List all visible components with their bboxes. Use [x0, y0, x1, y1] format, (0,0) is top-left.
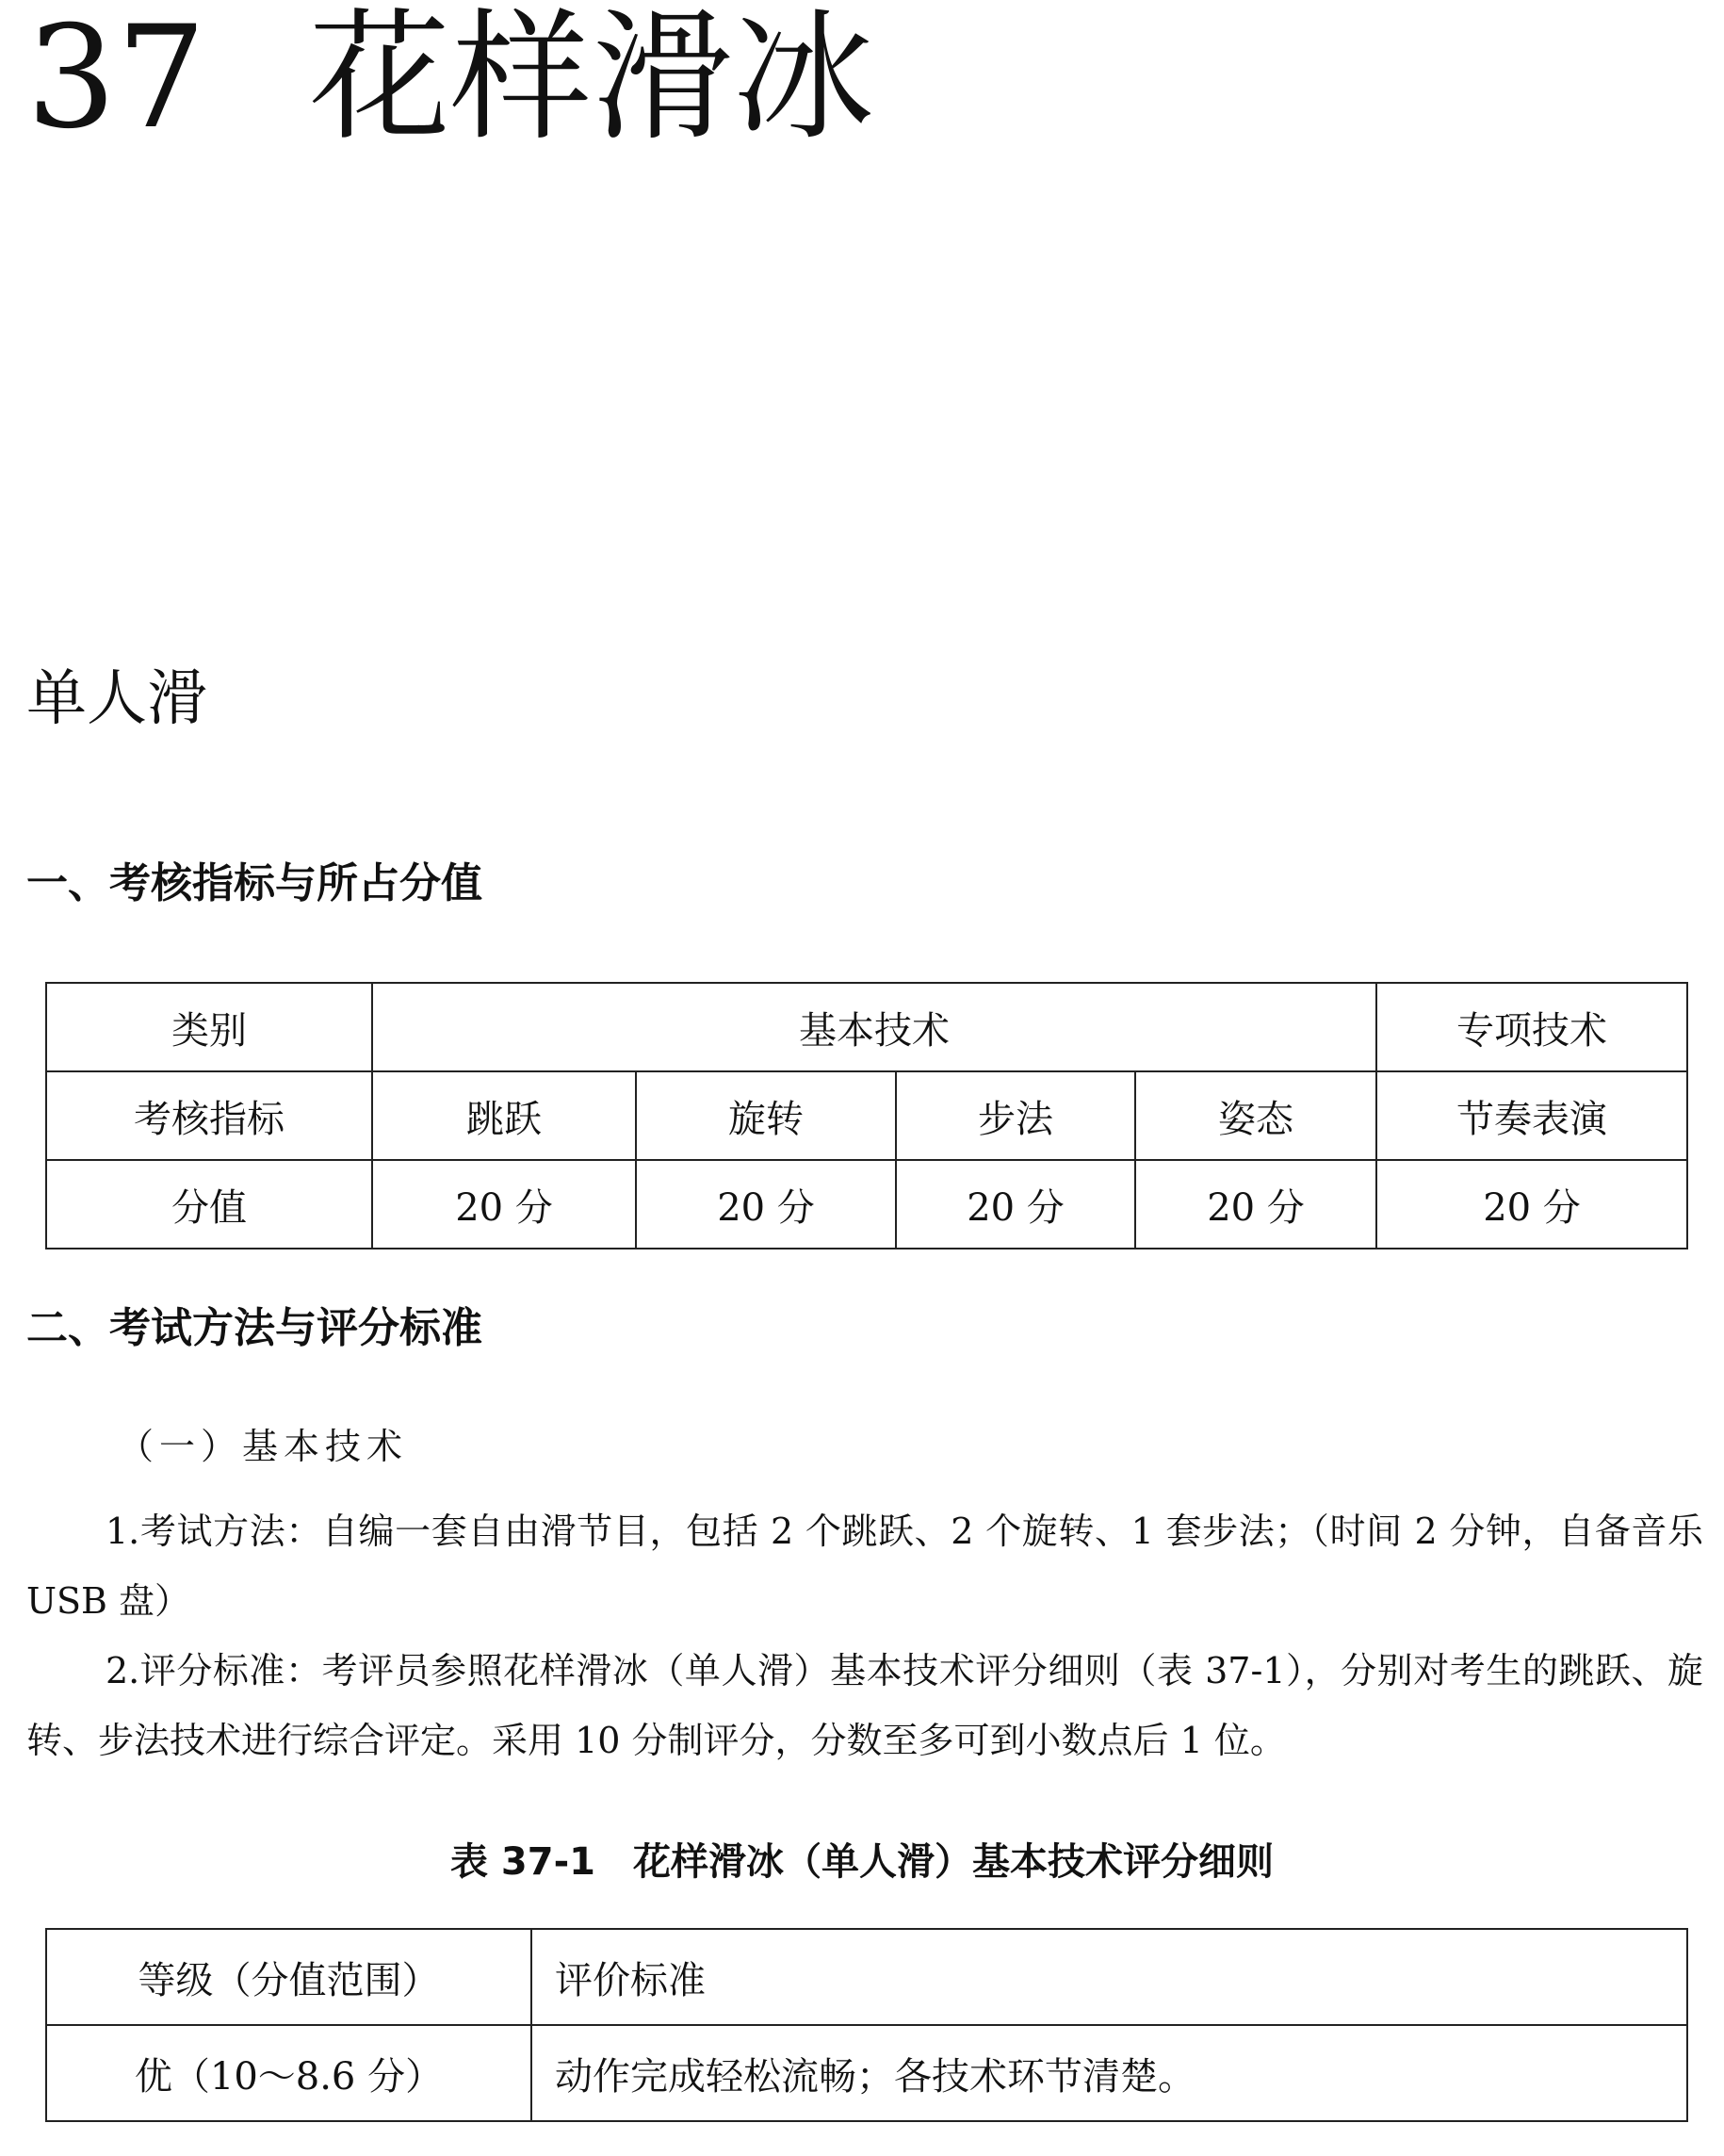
section-title: 单人滑 [26, 664, 207, 734]
chapter-title [26, 0, 875, 160]
table-cell: 步法 [896, 1071, 1135, 1160]
table-cell: 优（10～8.6 分） [46, 2025, 531, 2121]
table-cell: 20 分 [1135, 1160, 1376, 1249]
table-cell: 动作完成轻松流畅；各技术环节清楚。 [531, 2025, 1687, 2121]
subheading-basic-technique: （一）基本技术 [118, 1426, 409, 1467]
table-cell: 分值 [46, 1160, 372, 1249]
heading-exam-method: 二、考试方法与评分标准 [26, 1304, 482, 1352]
table-cell: 基本技术 [372, 983, 1376, 1071]
table-cell: 20 分 [636, 1160, 896, 1249]
table-row [46, 1071, 1687, 1160]
table-header-cell: 评价标准 [531, 1929, 1687, 2025]
table-cell: 节奏表演 [1376, 1071, 1687, 1160]
table-cell: 跳跃 [372, 1071, 636, 1160]
criteria-table [45, 1928, 1688, 2122]
paragraph-method: 1.考试方法：自编一套自由滑节目，包括 2 个跳跃、2 个旋转、1 套步法；（时间 2 分钟，自备音乐 USB 盘） [26, 1511, 1703, 1622]
paragraph-scoring: 2.评分标准：考评员参照花样滑冰（单人滑）基本技术评分细则（表 37-1），分别对考生的跳跃、旋转、步法技术进行综合评定。采用 10 分制评分，分数至多可到小数点后 1 位。 [26, 1650, 1703, 1761]
chapter-number: 37 [26, 0, 206, 160]
table-cell: 专项技术 [1376, 983, 1687, 1071]
table-caption: 表 37-1 花样滑冰（单人滑）基本技术评分细则 [449, 1840, 1275, 1884]
heading-indicators: 一、考核指标与所占分值 [26, 859, 482, 907]
table-cell: 20 分 [372, 1160, 636, 1249]
table-row [46, 2025, 1687, 2121]
table-cell: 考核指标 [46, 1071, 372, 1160]
table-cell: 旋转 [636, 1071, 896, 1160]
chapter-name: 花样滑冰 [309, 0, 875, 160]
table-header-cell: 等级（分值范围） [46, 1929, 531, 2025]
table-cell: 姿态 [1135, 1071, 1376, 1160]
table-cell: 20 分 [896, 1160, 1135, 1249]
indicator-score-table [45, 982, 1688, 1250]
table-row [46, 1160, 1687, 1249]
table-row [46, 983, 1687, 1071]
table-cell: 类别 [46, 983, 372, 1071]
table-row [46, 1929, 1687, 2025]
table-cell: 20 分 [1376, 1160, 1687, 1249]
